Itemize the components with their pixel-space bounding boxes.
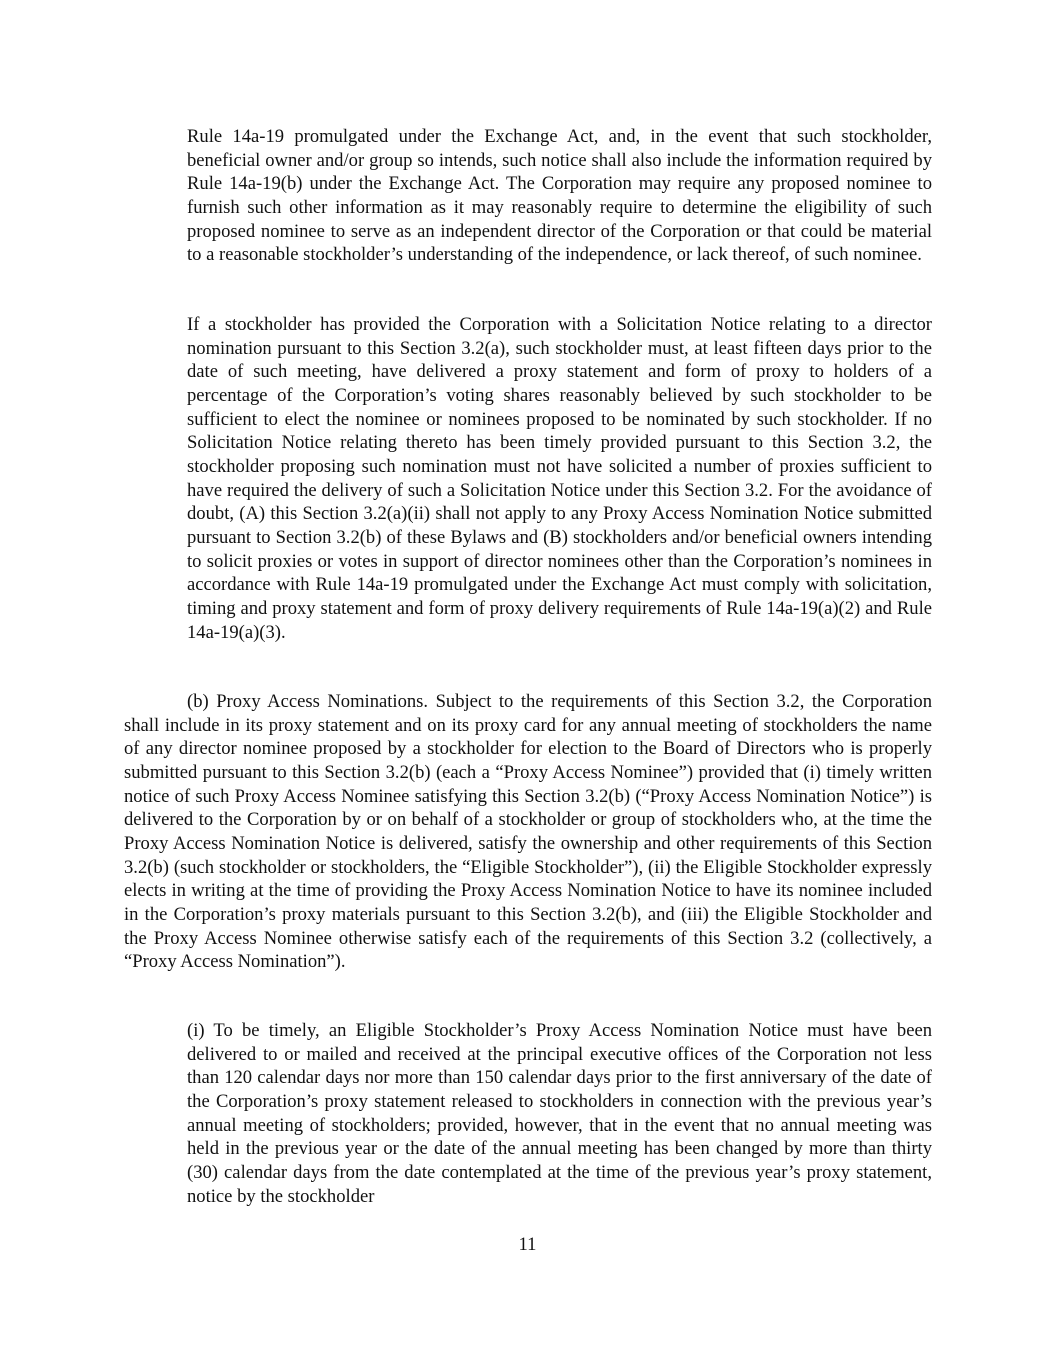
page-number: 11 [518, 1234, 537, 1255]
paragraph-timely-notice: (i) To be timely, an Eligible Stockholder’s Proxy Access Nomination Notice must have been delivered to or mailed and received at the principal executive offices of the Corporation not less than 120 calendar days nor more than 150 calendar days prior to the first anniversary of the date of the Corporation’s proxy statement released to stockholders in connection with the previous year’s annual meeting of stockholders; provided, however, that in the event that no annual meeting was held in the previous year or the date of the annual meeting has been changed by more than thirty (30) calendar days from the date contemplated at the time of the previous year’s proxy statement, notice by the stockholder [187, 1020, 932, 1207]
paragraph-proxy-access-nominations: (b) Proxy Access Nominations. Subject to the requirements of this Section 3.2, the Corporation shall include in its proxy statement and on its proxy card for any annual meeting of stockholders the name of any director nominee proposed by a stockholder for election to the Board of Directors who is properly submitted pursuant to this Section 3.2(b) (each a “Proxy Access Nominee”) provided that (i) timely written notice of such Proxy Access Nominee satisfying this Section 3.2(b) (“Proxy Access Nomination Notice”) is delivered to the Corporation by or on behalf of a stockholder or group of stockholders who, at the time the Proxy Access Nomination Notice is delivered, satisfy the ownership and other requirements of this Section 3.2(b) (such stockholder or stockholders, the “Eligible Stockholder”), (ii) the Eligible Stockholder expressly elects in writing at the time of providing the Proxy Access Nomination Notice to have its nominee included in the Corporation’s proxy materials pursuant to this Section 3.2(b), and (iii) the Eligible Stockholder and the Proxy Access Nominee otherwise satisfy each of the requirements of this Section 3.2 (collectively, a “Proxy Access Nomination”). [124, 691, 932, 973]
paragraph-rule-14a-19-information: Rule 14a-19 promulgated under the Exchange Act, and, in the event that such stockholder, beneficial owner and/or group so intends, such notice shall also include the information required by Rule 14a-19(b) under the Exchange Act. The Corporation may require any proposed nominee to furnish such other information as it may reasonably require to determine the eligibility of such proposed nominee to serve as an independent director of the Corporation or that could be material to a reasonable stockholder’s understanding of the independence, or lack thereof, of such nominee. [187, 126, 932, 266]
paragraph-solicitation-notice: If a stockholder has provided the Corporation with a Solicitation Notice relating to a director nomination pursuant to this Section 3.2(a), such stockholder must, at least fifteen days prior to the date of such meeting, have delivered a proxy statement and form of proxy to holders of a percentage of the Corporation’s voting shares reasonably believed by such stockholder to be sufficient to elect the nominee or nominees proposed to be nominated by such stockholder. If no Solicitation Notice relating thereto has been timely provided pursuant to this Section 3.2, the stockholder proposing such nomination must not have solicited a number of proxies sufficient to have required the delivery of such a Solicitation Notice under this Section 3.2. For the avoidance of doubt, (A) this Section 3.2(a)(ii) shall not apply to any Proxy Access Nomination Notice submitted pursuant to Section 3.2(b) of these Bylaws and (B) stockholders and/or beneficial owners intending to solicit proxies or votes in support of director nominees other than the Corporation’s nominees in accordance with Rule 14a-19 promulgated under the Exchange Act must comply with solicitation, timing and proxy statement and form of proxy delivery requirements of Rule 14a-19(a)(2) and Rule 14a-19(a)(3). [187, 314, 932, 643]
